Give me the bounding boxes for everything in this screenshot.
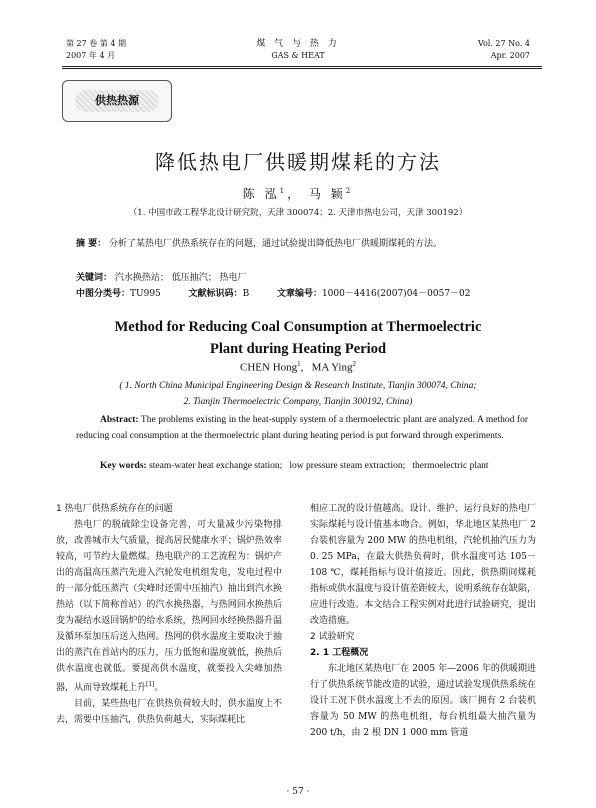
issue-date: 2007 年 4 月 (66, 51, 116, 60)
abstract-en (76, 412, 528, 444)
journal-name-cn: 煤 气 与 热 力 (256, 39, 340, 49)
affiliation-en (0, 378, 596, 410)
clc-label: 中图分类号： (76, 289, 131, 299)
volume-issue: 第 27 卷 第 4 期 (66, 39, 126, 48)
journal-name-en: GAS & HEAT (271, 51, 325, 60)
classification-line (76, 286, 528, 302)
author-2-en-sup: 2 (352, 360, 356, 368)
authors-en (0, 360, 596, 374)
abstract-en-label: Abstract: (100, 415, 139, 425)
keywords-cn-label: 关键词： (76, 273, 113, 283)
clc-value: TU995 (130, 289, 161, 299)
author-1-sup: 1 (279, 187, 288, 195)
header-rule-thin (62, 68, 542, 69)
section-2-1-heading: 2. 1 工程概况 (310, 648, 369, 658)
authors-cn (0, 185, 596, 202)
affiliation-en-line2: 2. Tianjin Thermoelectric Company, Tianjin 300192, China) (183, 397, 413, 407)
volume-en: Vol. 27 No. 4 (477, 39, 530, 48)
author-1-en-sup: 1 (297, 360, 301, 368)
affiliation-cn: （1. 中国市政工程华北设计研究院，天津 300074；2. 天津市热电公司，天津 300192） (128, 208, 468, 218)
journal-volume-en (478, 38, 530, 62)
author-1-en: CHEN Hong (240, 361, 298, 374)
paragraph-end: 。 (154, 683, 164, 693)
paragraph-text: 热电厂的脱硫除尘设备完善，可大量减少污染物排放，改善城市大气质量，提高居民健康水平；锅炉热效率较高，可节约大量燃煤。热电联产的工艺流程为：锅炉产出的高温高压蒸汽先进入汽轮发电机组发电，发电过程中的一部分低压蒸汽（尖峰时还需中压抽汽）抽出到汽水换热站（以下简称首站）的汽水换热器，与热网回水换热后变为凝结水返回锅炉的给水系统，热网回水经换热器升温及循环泵加压后送入热网。热网的供水温度主要取决于抽出的蒸汽在首站内的压力，压力低饱和温度就低，换热后供水温度也就低。要提高供水温度，就要投入尖峰加热器，从而导致煤耗上升 (56, 520, 282, 693)
keywords-en (76, 458, 528, 474)
section-badge-label: 供热热源 (75, 90, 159, 112)
section-1-heading: 1 热电厂供热系统存在的问题 (56, 504, 173, 514)
keywords-cn-text: 汽水换热站； 低压抽汽； 热电厂 (114, 273, 247, 283)
keywords-cn (76, 270, 528, 286)
paragraph (56, 517, 282, 696)
author-sep-en: , (300, 361, 312, 374)
body-column-left (56, 501, 282, 728)
paragraph: 东北地区某热电厂在 2005 年—2006 年的供暖期进行了供热系统节能改造的试验，通过试验发现供热系统在设计工况下供水温度上不去的原因。该厂拥有 2 台装机容量为 50 MW 的热电机组，每台机组最大抽汽量为 200 t/h，由 2 根 DN 1 000 mm 管道 (310, 664, 536, 738)
section-badge (62, 80, 172, 122)
article-title-en-text: Method for Reducing Coal Consumption at Thermoelectric Plant during Heating Period (114, 319, 482, 357)
author-2-sup: 2 (345, 187, 354, 195)
citation-ref: [1] (146, 681, 155, 688)
abstract-cn-text: 分析了某热电厂供热系统存在的问题，通过试验提出降低热电厂供暖期煤耗的方法。 (109, 239, 443, 249)
body-column-right (310, 501, 536, 741)
keywords-en-text: steam-water heat exchange station; low pressure steam extraction; thermoelectric plant (149, 461, 489, 471)
date-en: Apr. 2007 (490, 51, 530, 60)
article-id-label: 文章编号： (276, 289, 322, 299)
section-2-heading: 2 试验研究 (310, 632, 355, 642)
abstract-cn (76, 236, 528, 252)
abstract-cn-label: 摘 要： (76, 239, 107, 249)
affiliation-en-line1: ( 1. North China Municipal Engineering Design & Research Institute, Tianjin 300074, China; (119, 381, 477, 391)
article-title-cn: 降低热电厂供暖期煤耗的方法 (155, 150, 441, 174)
abstract-en-text: The problems existing in the heat-supply system of a thermoelectric plant are analyzed. A method for reducing coal consumption at the thermoelectric plant during heating period is put forward through experiments. (76, 415, 528, 441)
author-2-en: MA Ying (311, 361, 353, 374)
keywords-en-label: Key words: (100, 461, 147, 471)
paragraph: 目前，某些热电厂在供热负荷较大时，供水温度上不去，需要中压抽汽，供热负荷越大，实际煤耗比 (56, 699, 282, 725)
paragraph: 相应工况的设计值越高。设计、维护、运行良好的热电厂实际煤耗与设计值基本吻合。例如，华北地区某热电厂 2 台装机容量为 200 MW 的热电机组，汽轮机抽汽压力为 0. 25 MPa，在最大供热负荷时，供水温度可达 105－108 ℃，煤耗指标与设计值接近。因此，供热期间煤耗指标或供水温度与设计值差距较大，说明系统存在缺陷，应进行改造。本文结合工程实例对此进行试验研究，提出改造措施。 (310, 504, 536, 626)
author-2-cn: 马 颖 (308, 187, 346, 201)
article-id-value: 1000－4416(2007)04－0057－02 (321, 289, 471, 299)
doc-code-label: 文献标识码： (188, 289, 243, 299)
author-1-cn: 陈 泓 (242, 187, 280, 201)
article-title-en (0, 316, 596, 360)
author-sep: ， (287, 187, 309, 201)
header-rule (62, 66, 542, 67)
doc-code-value: B (242, 289, 250, 299)
page-number: · 57 · (286, 787, 310, 797)
